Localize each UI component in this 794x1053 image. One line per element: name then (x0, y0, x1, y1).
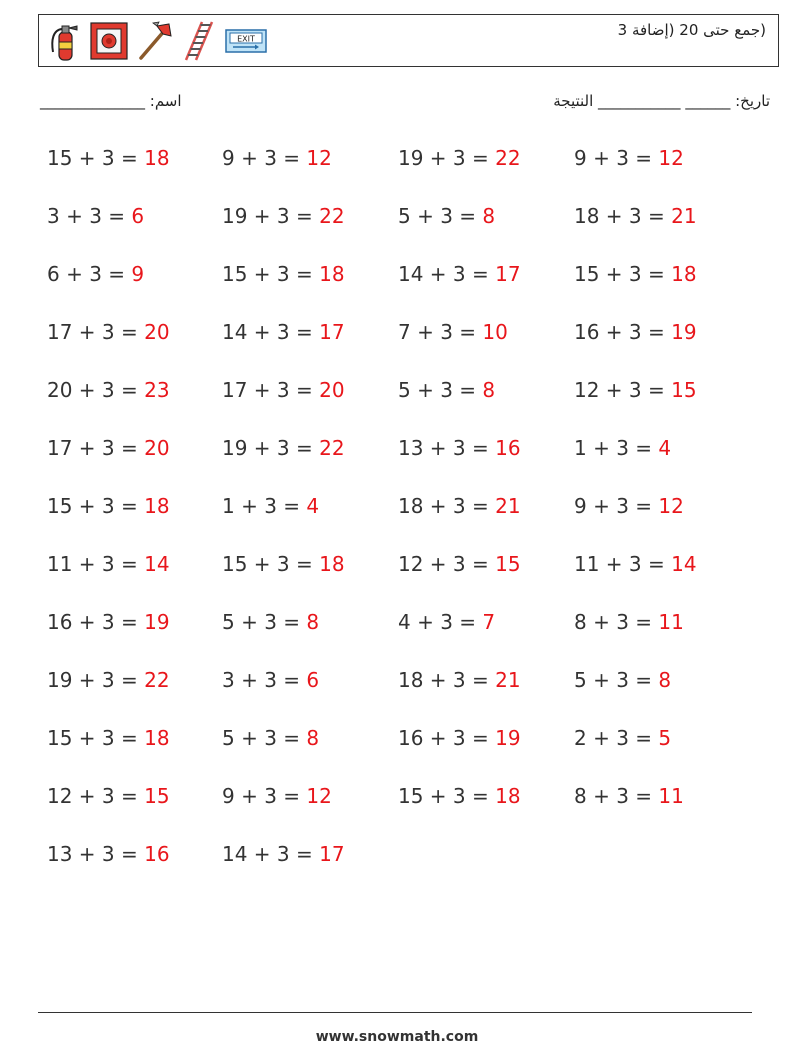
fire-extinguisher-icon (45, 20, 83, 62)
problem-question: 7 + 3 = (398, 320, 483, 344)
problem-question: 3 + 3 = (47, 204, 132, 228)
problem-question: 5 + 3 = (222, 726, 307, 750)
problem-item (222, 552, 345, 576)
problem-answer: 10 (482, 320, 508, 344)
problem-item (47, 784, 170, 808)
problem-question: 15 + 3 = (47, 146, 145, 170)
problem-item (398, 320, 508, 344)
problem-question: 12 + 3 = (574, 378, 672, 402)
problem-question: 4 + 3 = (398, 610, 483, 634)
problem-item (398, 204, 495, 228)
date-score-field: تاريخ: ______ ___________ النتيجة (553, 92, 770, 110)
problem-answer: 22 (495, 146, 521, 170)
problem-item (47, 842, 170, 866)
problem-answer: 12 (658, 494, 684, 518)
problem-item (47, 494, 170, 518)
problem-item (398, 610, 495, 634)
problem-item (398, 784, 521, 808)
problem-item (398, 726, 521, 750)
problem-item (222, 842, 345, 866)
problem-question: 19 + 3 = (398, 146, 496, 170)
problem-answer: 18 (144, 726, 170, 750)
problem-item (222, 610, 319, 634)
problem-answer: 4 (306, 494, 320, 518)
problem-answer: 21 (495, 668, 521, 692)
problem-question: 9 + 3 = (222, 146, 307, 170)
problem-item (574, 146, 684, 170)
problem-question: 15 + 3 = (222, 552, 320, 576)
problem-question: 15 + 3 = (47, 726, 145, 750)
problem-question: 12 + 3 = (398, 552, 496, 576)
problem-item (222, 378, 345, 402)
problem-answer: 12 (306, 784, 332, 808)
problem-answer: 17 (495, 262, 521, 286)
problem-question: 16 + 3 = (574, 320, 672, 344)
problem-answer: 15 (144, 784, 170, 808)
problem-answer: 8 (482, 378, 496, 402)
problem-answer: 18 (319, 552, 345, 576)
problem-answer: 4 (658, 436, 672, 460)
problem-answer: 21 (671, 204, 697, 228)
problem-answer: 20 (144, 320, 170, 344)
problem-answer: 6 (306, 668, 320, 692)
problem-question: 18 + 3 = (574, 204, 672, 228)
problem-item (398, 262, 521, 286)
problem-answer: 20 (144, 436, 170, 460)
problem-item (574, 610, 684, 634)
problem-answer: 16 (495, 436, 521, 460)
problem-item (47, 610, 170, 634)
exit-sign-icon (225, 20, 267, 62)
problem-question: 9 + 3 = (222, 784, 307, 808)
problem-item (574, 784, 684, 808)
problem-question: 13 + 3 = (398, 436, 496, 460)
problem-answer: 8 (306, 726, 320, 750)
problem-item (574, 378, 697, 402)
fire-axe-icon (135, 20, 173, 62)
problem-answer: 8 (482, 204, 496, 228)
problem-answer: 18 (144, 146, 170, 170)
problem-question: 5 + 3 = (398, 204, 483, 228)
problem-item (398, 494, 521, 518)
problem-question: 19 + 3 = (222, 436, 320, 460)
problem-question: 15 + 3 = (398, 784, 496, 808)
problem-question: 8 + 3 = (574, 784, 659, 808)
problem-question: 5 + 3 = (222, 610, 307, 634)
problem-item (47, 552, 170, 576)
problem-question: 15 + 3 = (574, 262, 672, 286)
problem-question: 3 + 3 = (222, 668, 307, 692)
problem-answer: 11 (658, 784, 684, 808)
problem-question: 9 + 3 = (574, 146, 659, 170)
problem-question: 14 + 3 = (222, 842, 320, 866)
problem-question: 2 + 3 = (574, 726, 659, 750)
problem-question: 16 + 3 = (47, 610, 145, 634)
problem-answer: 18 (319, 262, 345, 286)
problem-answer: 8 (306, 610, 320, 634)
problem-answer: 15 (495, 552, 521, 576)
problem-item (574, 494, 684, 518)
problem-question: 5 + 3 = (574, 668, 659, 692)
problem-question: 15 + 3 = (222, 262, 320, 286)
problem-question: 14 + 3 = (222, 320, 320, 344)
problem-item (222, 726, 319, 750)
problem-item (47, 726, 170, 750)
problem-item (47, 262, 144, 286)
ladder-icon (180, 20, 218, 62)
problem-question: 1 + 3 = (574, 436, 659, 460)
problem-answer: 18 (495, 784, 521, 808)
footer-url: www.snowmath.com (315, 1029, 479, 1045)
problem-answer: 17 (319, 320, 345, 344)
problem-answer: 8 (658, 668, 672, 692)
problem-item (574, 436, 671, 460)
problem-item (222, 204, 345, 228)
problem-answer: 14 (144, 552, 170, 576)
worksheet-title: (جمع حتى 20 (إضافة 3 (617, 21, 766, 39)
problem-answer: 14 (671, 552, 697, 576)
problem-question: 9 + 3 = (574, 494, 659, 518)
name-field: اسم: ______________ (40, 92, 182, 110)
problem-item (222, 494, 319, 518)
problem-question: 17 + 3 = (222, 378, 320, 402)
problem-question: 5 + 3 = (398, 378, 483, 402)
problem-answer: 6 (131, 204, 145, 228)
problem-item (222, 668, 319, 692)
problem-answer: 15 (671, 378, 697, 402)
problem-question: 8 + 3 = (574, 610, 659, 634)
problem-answer: 9 (131, 262, 145, 286)
problem-question: 20 + 3 = (47, 378, 145, 402)
problem-item (574, 262, 697, 286)
problem-question: 14 + 3 = (398, 262, 496, 286)
problem-item (574, 204, 697, 228)
problem-answer: 19 (671, 320, 697, 344)
problem-answer: 22 (144, 668, 170, 692)
problem-item (47, 320, 170, 344)
problem-question: 17 + 3 = (47, 320, 145, 344)
problem-answer: 12 (306, 146, 332, 170)
problem-question: 15 + 3 = (47, 494, 145, 518)
problem-question: 17 + 3 = (47, 436, 145, 460)
problem-item (574, 726, 671, 750)
problem-question: 19 + 3 = (47, 668, 145, 692)
problem-item (47, 436, 170, 460)
problem-item (398, 668, 521, 692)
problem-answer: 23 (144, 378, 170, 402)
icon-strip (45, 20, 267, 62)
problem-item (47, 378, 170, 402)
problem-answer: 19 (495, 726, 521, 750)
problem-answer: 12 (658, 146, 684, 170)
problem-question: 16 + 3 = (398, 726, 496, 750)
problem-item (398, 436, 521, 460)
problem-answer: 5 (658, 726, 672, 750)
problem-answer: 7 (482, 610, 496, 634)
problem-answer: 19 (144, 610, 170, 634)
problem-answer: 11 (658, 610, 684, 634)
problem-item (574, 552, 697, 576)
problem-item (47, 668, 170, 692)
problem-item (222, 784, 332, 808)
problem-question: 18 + 3 = (398, 494, 496, 518)
problem-answer: 22 (319, 204, 345, 228)
exit-sign-text: EXIT (237, 34, 255, 44)
footer-divider (38, 1012, 752, 1013)
problem-item (398, 146, 521, 170)
problem-answer: 18 (144, 494, 170, 518)
problem-question: 11 + 3 = (574, 552, 672, 576)
worksheet-header (38, 14, 779, 67)
problem-answer: 21 (495, 494, 521, 518)
problem-question: 13 + 3 = (47, 842, 145, 866)
problem-answer: 16 (144, 842, 170, 866)
problem-item (398, 378, 495, 402)
problem-question: 6 + 3 = (47, 262, 132, 286)
fire-alarm-icon (90, 20, 128, 62)
problem-item (47, 146, 170, 170)
problem-question: 11 + 3 = (47, 552, 145, 576)
problem-answer: 22 (319, 436, 345, 460)
problem-question: 12 + 3 = (47, 784, 145, 808)
problem-question: 19 + 3 = (222, 204, 320, 228)
problem-item (574, 320, 697, 344)
problem-question: 18 + 3 = (398, 668, 496, 692)
problem-item (398, 552, 521, 576)
problem-answer: 17 (319, 842, 345, 866)
problem-item (47, 204, 144, 228)
problem-item (222, 320, 345, 344)
problem-answer: 18 (671, 262, 697, 286)
problem-item (222, 262, 345, 286)
problem-item (222, 436, 345, 460)
problem-answer: 20 (319, 378, 345, 402)
problem-item (222, 146, 332, 170)
problem-item (574, 668, 671, 692)
problem-question: 1 + 3 = (222, 494, 307, 518)
